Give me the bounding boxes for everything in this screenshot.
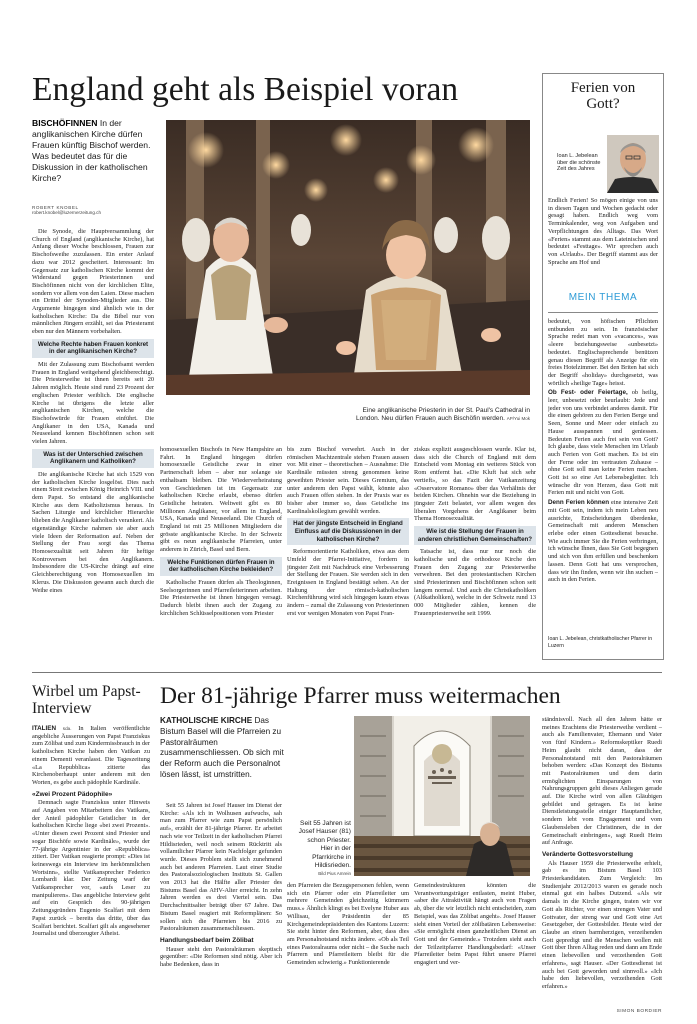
article1-photo (166, 120, 530, 395)
article2-photo-caption-box (296, 820, 351, 876)
sidebar-theme-label: MEIN THEMA (568, 292, 638, 303)
sidebar-text-1 (548, 197, 658, 279)
article1-col1-p3: Die anglikanische Kirche hat sich 1529 von der katholischen Kirche losgelöst. Dies nach einem Streit zwischen König Heinrich VIII. und dem Papst. So entstand die anglikanische Kirche aus dem Katholizismus heraus. In Sachen Liturgie und kirchlicher Hierarchie blieben die Anglikaner katholisch verankert. Als eigenständige Kirche nahmen sie aber auch viele Ideen der Reformation auf. Neben der Stellung der Frau sorgt das Thema Homosexualität seit Jahren für heftige Kontroversen bei den Anglikanern. Insbesondere die US-Kirche drängt auf eine Gleichberechtigung von Homosexuellen im Klerus. Die Diskussion gewann auch durch die Weihe eines (32, 470, 154, 594)
article1-col1-p2: Mit der Zulassung zum Bischofsamt werden Frauen in England weitgehend gleichberechtigt. Die Priesterweihe ist ihnen bereits seit 20 Jahren möglich. Heute sind rund 23 Prozent der englischen Priester weiblich. Die englische Kirche ist übrigens die letzte aller anglikanischen Kirchen, welche die Bischofswürde für Frauen einführt. Die Anglikaner in den USA, Kanada und Neuseeland kennen Bischöfinnen schon seit vielen Jahren. (32, 361, 154, 446)
article1-column-4 (414, 446, 536, 670)
article2-lead-text: Das Bistum Basel will die Pfarreien zu Pastoralräumen zusammenschliessen. Ob sich mit der Reform auch die Personalnot lösen lässt, ist umstritten. (160, 716, 284, 779)
article2-col1-p1: Seit 55 Jahren ist Josef Hauser im Dienst der Kirche: «Als ich in Wolhusen aufwuchs, sah man zum Pfarrer wie zum Papst persönlich auf», erzählt der 81-jährige Pfarrer. Er arbeitet nach wie vor Teilzeit in der katholischen Pfarrei Hildisrieden, weil noch seinem Rücktritt als vollamtlicher Pfarrer kein Nachfolger gefunden wurde. Dieses Problem stellt sich zunehmend auch bei anderen Pfarreien. Laut einer Studie des Pastoralsoziologischen Instituts St. Gallen von 2013 hat die Hälfte aller Priester des Bistums Basel das AHV-Alter erreicht. In zehn Jahren werden es drei Viertel sein. Das Durchschnittsalter beträgt über 67 Jahre. Das Bistum Basel reagiert mit Reformplänen: So sollen sich die Pfarreien bis 2016 zu Pastoralräumen zusammenschliessen. (160, 802, 282, 933)
article1-col1-p1: Die Synode, die Hauptversammlung der Church of England (anglikanische Kirche), hat Anfang dieser Woche beschlossen, Frauen zur Bischofsweihe zuzulassen. Ein erster Anlauf dazu war 2012 gescheitert. Interessant: Im Gegensatz zur katholischen Kirche kommt der Widerstand gegen Priesterinnen und Bischöfinnen nicht von der kirchlichen Elite, sondern vor allem von den Laien. Diese machen ein Drittel der Synoden-Mitglieder aus. Die Argumente hingegen sind ähnlich wie in der katholischen Kirche: Da die Bibel nur von männlichen Jüngern erzählt, sei das Priesteramt eben nur den Männern vorbehalten. (32, 228, 154, 336)
article2-col1-p2: Hauser steht den Pastoralräumen skeptisch gegenüber: «Die Reformen sind nötig. Aber ich habe Bedenken, dass in (160, 945, 282, 969)
wirbel-text-2: Demnach sagte Franziskus unter Hinweis auf Angaben von Mitarbeitern des Vatikans, der Anteil pädophiler Geistlicher in der katholischen Kirche liege «bei zwei Prozent». «Unter diesen zwei Prozent sind Priester und sogar Bischöfe sowie Kardinäle», wurde der 77-jährige Argentinier in der «Repubblica» zitiert. Der Vatikan reagierte prompt: «Dies ist keineswegs ein Interview im herkömmlichen Wortsinn», stellte Vatikansprecher Federico Lombardi klar. Der Zeitung warf der Vatikansprecher vor, «aufs Leser zu manipulieren». Das angebliche Interview geht auf ein Gespräch des 90-jährigen Zeitungsgründers Eugenio Scalfari mit dem Papst zurück – bereits das dritte, über das Scalfari berichtet. Scalfari gilt als angesehener Journalist und überzeugter Atheist. (32, 799, 150, 938)
sidebar-p2: bedeutet, von höfischen Pflichten entbunden zu sein. In französischer Sprache redet man von «vacances», was «leere beziehungsweise «unbesetzt» bedeutet. Englischsprechende benützen genau diesen Begriff als Anzeige für ein freies Hotelzimmer. Bei den Briten hat sich der Begriff «holiday» durchgesetzt, was wörtlich «heilige Tage» heisst. (548, 318, 658, 387)
article2-column-2 (287, 882, 409, 1010)
article1-col4-p1: ziskus explizit ausgeschlossen wurde. Klar ist, dass sich die Church of England mit dem Entscheid vom Montag ein weiteres Stück von Rom entfernt hat. «Die Kluft hat sich sehr vertieft», so das Fazit der Vatikanzeitung «Osservatore Romano» über das Verhältnis der beiden Kirchen. Ohnehin war die Beziehung in jüngster Zeit belastet, vor allem wegen des liberalen Vorgehens der Anglikaner beim Thema Homosexualität. (414, 446, 536, 523)
article1-lead-kicker: BISCHÖFINNEN (32, 118, 98, 128)
sidebar-signature: Ioan L. Jebelean, christkatholischer Pfarrer in Luzern (548, 636, 653, 649)
article2-photo-caption: Seit 55 Jahren ist Josef Hauser (81) schon Priester. Hier in der Pfarrkirche in Hildisrieden. (298, 820, 351, 870)
sidebar-title: Ferien von Gott? (570, 80, 636, 112)
article2-headline: Der 81-jährige Pfarrer muss weitermachen (160, 683, 561, 709)
article2-col2-p1: den Pfarreien die Bezugspersonen fehlen, wenn sich ein Pfarrer oder ein Pfarreileiter um mehrere Gemeinden gleichzeitig kümmern muss.» Ähnlich klingt es bei Evelyne Huber aus Willisau, der Präsidentin der 85 Kirchgemeindepräsidenten des Kantons Luzern: Sie steht hinter den Reformen, aber, dass dies am Personalnotstand nichts ändere. «Ob als Teil eines Pastoralraums oder nicht – die Suche nach Pfarrern und Pfarreileitern bleibt für die Gemeinden schwierig.» Funktionierende (287, 882, 409, 967)
article1-column-1 (32, 228, 154, 670)
sidebar-text-2 (548, 318, 658, 636)
sidebar-p3-text: ob heilig, leer, unbesetzt oder beurlaubt: Jede und jeder von uns verbindet anderes damit. Für die einen gehören zu den Ferien Berge und Seen, Sonne und Meer oder einfach zu Hause ausspannen und geniessen. Bedeuten Ferien auch frei sein von Gott? Ich glaube, dass viele Menschen im Urlaub auch Ferien von Gott machen. Es ist ein der Ferne oder im vertrauten Zuhause – ohne Gott soll man keine Ferien machen. Gott ist so eine Art Lebensbegleiter. Ich wünsche dir von Herzen, dass Gott mit Ferien mit und nicht von Gott. (548, 389, 658, 497)
article1-subhead-1: Welche Rechte haben Frauen konkret in der anglikanischen Kirche? (32, 339, 154, 358)
article1-col2-p1: homosexuellen Bischofs in New Hampshire an Fahrt. In England hingegen dürfen homosexuelle Geistliche zwar in einer Partnerschaft leben – aber nur solange sie enthaltsam bleiben. Die Wiederverheiratung von Geschiedenen ist im Gegensatz zur katholischen Kirche erlaubt, ebenso dürfen Geistliche heiraten. Weltweit gibt es 80 Millionen Anglikaner, vor allem in England, USA, Kanada und Neuseeland. Die Church of England ist mit 25 Millionen Mitgliedern die grösste anglikanische Kirche. In der Schweiz gibt es neun anglikanische Pfarreien, unter anderem in Zürich, Basel und Bern. (160, 446, 282, 554)
portrait-photo (607, 135, 659, 193)
author-portrait (607, 135, 659, 193)
article1-col4-p2: Tatsache ist, dass nur nur noch die katholische und die orthodoxe Kirche den Frauen den Zugang zur Priesterweihe verwehren. Bei den protestantischen Kirchen sind Priesterinnen und Bischöfinnen schon seit langem normal. Und auch die Christkatholiken (Altkatholiken), welche in der Schweiz rund 13 000 Mitglieder zählen, kennen die Frauenpriesterweihe seit 1999. (414, 548, 536, 617)
section-divider (32, 672, 662, 673)
article1-column-2 (160, 446, 282, 670)
wirbel-body (32, 725, 150, 1010)
article2-photo (354, 716, 530, 876)
sidebar-p3 (548, 389, 658, 497)
article2-lead (160, 716, 284, 781)
article2-photo-credit: Bild Pius Amrein (318, 871, 351, 877)
article2-subhead-1: Handlungsbedarf beim Zölibat (160, 936, 254, 944)
wirbel-subhead: «Zwei Prozent Pädophile» (32, 790, 113, 798)
sidebar-divider (548, 312, 658, 313)
article1-author-name: ROBERT KNOBEL (32, 205, 79, 210)
wirbel-kicker: ITALIEN (32, 725, 57, 732)
article1-col3-p2: Reformorientierte Katholiken, etwa aus dem Umfeld der Pfarrei-Initiative, fordern in jüngster Zeit mit Nachdruck eine Verbesserung der Stellung der Frauen. Sie werden sich in den Ereignissen in England bestätigt sehen. An der Haltung der römisch-katholischen Kirchenführung wird sich hingegen kaum etwas ändern – zumal die Zulassung von Priesterinnen erst vor wenigen Monaten von Papst Fran- (287, 548, 409, 617)
article2-column-1 (160, 802, 282, 1010)
article2-column-4 (542, 716, 662, 1004)
sidebar-p1: Endlich Ferien! So mögen einige von uns in diesen Tagen und Wochen gedacht oder gesagt haben. Endlich weg vom Terminkalender, weg von Aufgaben und Verpflichtungen des Alltags. Das Wort «Ferien» stammt aus dem Lateinischen und bedeutet «Festtage». Wir sprechen auch von «Urlaub». Der Begriff stammt aus der Sprache am Hof und (548, 197, 658, 266)
wirbel-headline: Wirbel um Papst-Interview (32, 683, 141, 717)
article1-lead (32, 118, 154, 184)
article1-headline: England geht als Beispiel voran (32, 71, 459, 108)
article1-subhead-4: Hat der jüngste Entscheid in England Einfluss auf die Diskussionen in der katholischen Kirche? (287, 518, 409, 545)
article1-subhead-5: Wie ist die Stellung der Frauen in anderen christlichen Gemeinschaften? (414, 526, 536, 545)
article1-subhead-3: Welche Funktionen dürfen Frauen in der katholischen Kirche bekleiden? (160, 557, 282, 576)
sidebar-p4-kicker: Denn Ferien können (548, 499, 610, 507)
sidebar-author-caption: Ioan L. Jebelean über die schönste Zeit des Jahres (557, 153, 601, 173)
article1-photo-caption-text: Eine anglikanische Priesterin in der St. Paul's Cathedral in London. Neu dürfen Frauen auch Bischöfin werden. (356, 407, 530, 422)
article1-lead-text: In der anglikanischen Kirche dürfen Frauen künftig Bischof werden. Was bedeutet das für die Diskussion in der katholischen Kirche? (32, 118, 151, 183)
article1-column-3 (287, 446, 409, 670)
sidebar-p4-text: eine intensive Zeit mit Gott sein, indem ich mein Leben neu ausrichte, Entscheidungen überdenke, Gemeinschaft mit anderen Menschen erlebe oder einen Gottesdienst besuche. Wie auch immer Sie die Ferien verbringen, ich wünsche Ihnen, dass Sie Gott begegnen und sich von ihm erfüllen und beschenken lassen. Denn Gott hat uns versprochen, dass wir ihn finden, wenn wir ihn suchen – auch in den Ferien. (548, 499, 658, 584)
cathedral-photo (166, 120, 530, 395)
article1-author-email: robert.knobel@luzernerzeitung.ch (32, 210, 102, 215)
article1-col3-p1: bis zum Bischof verwehrt. Auch in der römischen Machtzentrale stehen Frauen aussen vor. Mit einer – theoretischen – Ausnahme: Die Kardinäle müssten streng genommen keine geweihten Priester sein. Dieses Gremium, das unter anderem den Papst wählt, könnte also auch Frauen offen stehen. In der Praxis war es bisher aber immer so, dass Geistliche ins Kardinalskollegium gewählt werden. (287, 446, 409, 515)
article1-photo-caption (340, 407, 530, 423)
sidebar-p4 (548, 499, 658, 584)
article2-author: SIMON BORDIER (616, 1009, 662, 1014)
church-interior-photo (354, 716, 530, 876)
article2-col3-p1: Gemeindestrukturen könnten die Verantwortungsträger entlasten, meint Huber, «aber die Attraktivität hängt auch von Fragen ab, über die wir letztlich nicht entscheiden, zum Beispiel, was das Zölibat angeht». Josef Hauser sieht einen Vorteil der zölibatären Lebensweise: «Sie ermöglicht einen ganzheitlichen Dienst an Gott und der Gemeinde.» Trotzdem sieht auch der Teilzeitpfarrer Handlungsbedarf: «Unser Pfarreileiter beim Papst führt unsere Pfarrei engagiert und ver- (414, 882, 536, 967)
article2-col4-p1: ständnisvoll. Nach all den Jahren hätte er meines Erachtens die Priesterweihe verdient – auch als Familienvater, Ehemann und Vater von fünf Kindern.» Reformskeptiker Ruedi Heim glaubt nicht daran, dass der Personalnotstand mit den Pastoralräumen behoben werden: «Das Konzept des Bistums mit Pastoralräumen und dem darin ermöglichten Einsparungen von Nahrungsgruppen geht dieses Anliegen gerade auf. Die Kirche wird von allen Gläubigen gebildet und getragen. Es ist keine Dienstleistungsstelle einiger Hauptamtlicher, sondern lebt vom Engagement und vom Glaubensleben der Christinnen, die in der Gemeinschaft einbringen», sagt Ruedi Heim auf Anfrage. (542, 716, 662, 847)
wirbel-kicker-source: sda. (62, 726, 72, 731)
article1-author (32, 205, 154, 215)
article2-column-3 (414, 882, 536, 1010)
article1-photo-credit: AP/Yui Mok (506, 416, 530, 421)
article1-col2-p2: Katholische Frauen dürfen als Theologinnen, Seelsorgerinnen und Pfarreileiterinnen arbeiten. Die Priesterweihe ist ihnen hingegen versagt. Dadurch bleibt ihnen auch der Zugang zu kirchlichen Schlüsselpositionen vom Priester (160, 579, 282, 617)
sidebar-p3-kicker: Ob Fest- oder Feiertage, (548, 389, 628, 397)
article1-subhead-2: Was ist der Unterschied zwischen Anglikanern und Katholiken? (32, 449, 154, 468)
article2-col4-p2: Als Hauser 1959 die Priesterweihe erhielt, gab es im Bistum Basel 103 Priesterkandidaten. Zum Vergleich: Im Studienjahr 2012/2013 waren es gerade noch einmal gut ein halbes Dutzend. «Als wir damals in die Kirche gingen, traten wir vor Gott als Richter, vor einen strengen Vater und Gottvater, der streng war und Gott eine Art Gesetzgeber, der Gottesbilder. Heute wird der Glaube an einen barmherzigen, verzeihenden Gott gepredigt und die Menschen wollen mit Gott über Ihren Alltag reden und dann am Ende einen liebevollen und verzeihenden Gott erfahren», sagt Hauser. «Der Gottesdienst ist auch bei Gott geworden und sinnvoll.» «Ich habe den liebevollen, verzeihenden Gott erfahren.» (542, 859, 662, 990)
article2-lead-kicker: KATHOLISCHE KIRCHE (160, 716, 253, 725)
article2-subhead-2: Veränderte Gottesvorstellung (542, 850, 634, 858)
wirbel-text-1: In Italien veröffentlichte angebliche Äusserungen von Papst Franziskus zum Zölibat und zum Kindermissbrauch in der katholischen Kirche haben den Vatikan zu einem Dementi veranlasst. Die Tageszeitung «La Repubblica» zitierte das Kirchenoberhaupt unter anderem mit den Worten, es gebe auch pädophile Kardinäle. (32, 725, 150, 786)
wirbel-p1 (32, 725, 150, 787)
